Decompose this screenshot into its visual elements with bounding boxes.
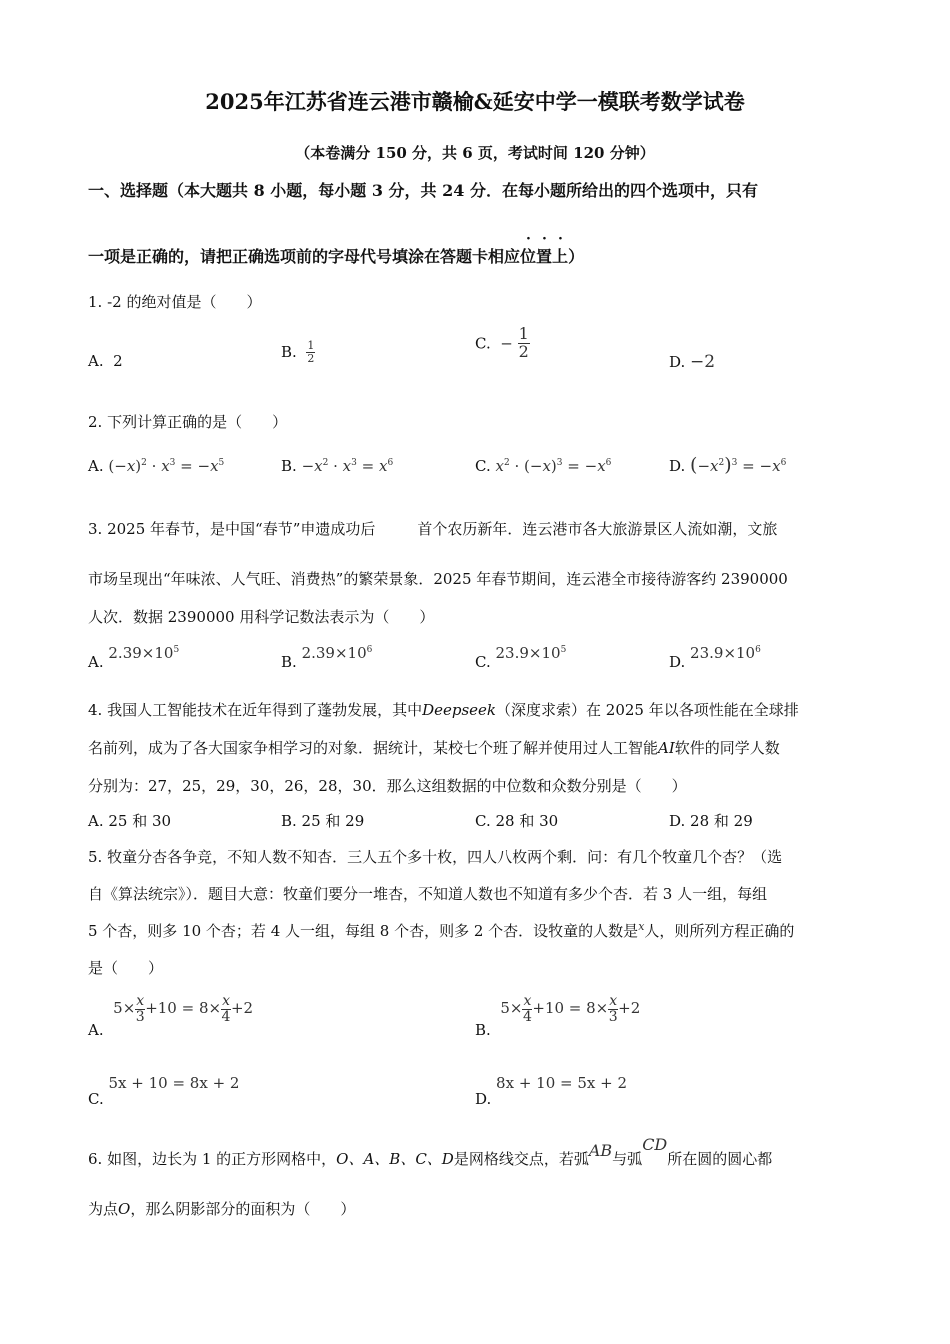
q3-line1: 3. 2025 年春节，是中国“春节”申遗成功后 首个农历新年．连云港市各大旅游景区人流如潮，文旅	[88, 520, 778, 538]
q2-option-a[interactable]: A. $(-x)^2 \cdot x^3 = -x^5$	[88, 457, 225, 475]
q4-option-c[interactable]: C. 28 和 30	[475, 812, 559, 830]
q1-option-d[interactable]: D. −2	[669, 352, 716, 372]
q5-line1: 5. 牧童分杏各争竞，不知人数不知杏．三人五个多十枚，四人八枚两个剩．问：有几个牧童几个杏？（选	[88, 848, 783, 866]
q5-line3: 5 个杏，则多 10 个杏；若 4 人一组，每组 8 个杏，则多 2 个杏．设牧童的人数是$^x$人，则所列方程正确的	[88, 920, 795, 940]
emphasis-char-1: · 位	[520, 231, 537, 266]
emphasis-char-3: · 上	[552, 231, 569, 266]
q2-option-c[interactable]: C. $x^2 \cdot (-x)^3 = -x^6$	[475, 457, 612, 475]
page-subtitle: （本卷满分 150 分，共 6 页，考试时间 120 分钟）	[295, 144, 655, 162]
q4-option-d[interactable]: D. 28 和 29	[669, 812, 753, 830]
q5-line2: 自《算法统宗》）．题目大意：牧童们要分一堆杏，不知道人数也不知道有多少个杏．若 3 人一组，每组	[88, 885, 768, 903]
q1-stem: 1. -2 的绝对值是（ ）	[88, 293, 262, 311]
q5-line4: 是（ ）	[88, 959, 164, 977]
q2-option-b[interactable]: B. $-x^2 \cdot x^3 = x^6$	[281, 457, 394, 475]
q4-line3: 分别为：27，25，29，30，26，28，30．那么这组数据的中位数和众数分别是（ ）	[88, 777, 687, 795]
q1-option-b[interactable]: B. $\frac{1}{2}$	[281, 339, 315, 365]
q3-option-c[interactable]: C. $23.9\times 10^5$	[475, 644, 567, 671]
q3-line2: 市场呈现出“年味浓、人气旺、消费热”的繁荣景象．2025 年春节期间，连云港全市接待游客约 2390000	[88, 570, 788, 588]
q4-line2: 名前列，成为了各大国家争相学习的对象．据统计，某校七个班了解并使用过人工智能AI软件的同学人数	[88, 739, 780, 757]
section-instructions-line2: 一项是正确的，请把正确选项前的字母代号填涂在答题卡相应 · 位 · 置 · 上）	[88, 231, 585, 266]
q5-option-d[interactable]: D. 8x + 10 = 5x + 2	[475, 1074, 627, 1108]
q5-option-b[interactable]: B. 5× $\frac{x}{4}$ +10 = 8× $\frac{x}{3}$ +2	[475, 993, 641, 1040]
q2-stem: 2. 下列计算正确的是（ ）	[88, 413, 288, 431]
q6-line1: 6. 如图，边长为 1 的正方形网格中，O、A、B、C、D是网格线交点，若弧AB与弧CD所在圆的圆心都	[88, 1135, 773, 1168]
q2-option-d[interactable]: D. $(-x^2)^3 = -x^6$	[669, 454, 787, 476]
q1-option-c[interactable]: C. − $\frac{1}{2}$	[475, 324, 529, 361]
q5-option-c[interactable]: C. 5x + 10 = 8x + 2	[88, 1074, 240, 1108]
q5-option-a[interactable]: A. 5× $\frac{x}{3}$ +10 = 8× $\frac{x}{4}$ +2	[88, 993, 254, 1040]
page-title: 2025年江苏省连云港市赣榆&延安中学一模联考数学试卷	[205, 89, 745, 114]
section-line2-text: 一项是正确的，请把正确选项前的字母代号填涂在答题卡相应	[88, 247, 521, 266]
emphasis-char-2: · 置	[536, 231, 553, 266]
q1-option-a[interactable]: A. 2	[88, 352, 123, 370]
section-instructions-line1: 一、选择题（本大题共 8 小题，每小题 3 分，共 24 分．在每小题所给出的四个选项中，只有	[88, 181, 758, 200]
q3-option-d[interactable]: D. $23.9\times 10^6$	[669, 644, 761, 671]
q3-line3: 人次．数据 2390000 用科学记数法表示为（ ）	[88, 608, 435, 626]
q4-option-a[interactable]: A. 25 和 30	[88, 812, 172, 830]
q6-line2: 为点O，那么阴影部分的面积为（ ）	[88, 1200, 356, 1218]
q4-option-b[interactable]: B. 25 和 29	[281, 812, 365, 830]
q3-option-b[interactable]: B. $2.39\times 10^6$	[281, 644, 373, 671]
q3-option-a[interactable]: A. $2.39\times 10^5$	[88, 644, 180, 671]
q4-line1: 4. 我国人工智能技术在近年得到了蓬勃发展，其中Deepseek（深度求索）在 2025 年以各项性能在全球排	[88, 701, 799, 719]
